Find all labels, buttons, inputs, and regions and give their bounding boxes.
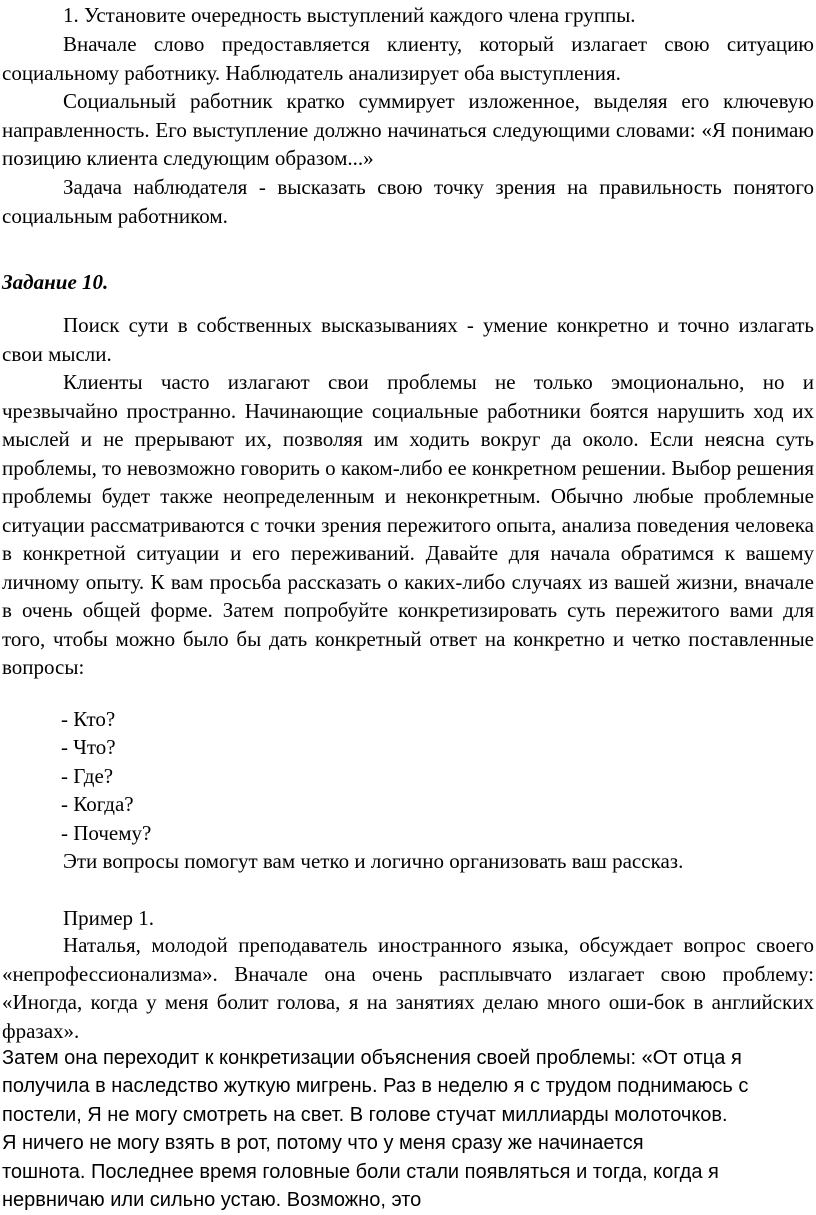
question-item: - Когда? xyxy=(61,792,134,816)
paragraph: Поиск сути в собственных высказываниях - умение конкретно и точно излагать свои мысли. xyxy=(2,313,814,366)
text-line: Затем она переходит к конкретизации объяснения своей проблемы: «От отца я xyxy=(2,1047,742,1069)
text-line: постели, Я не могу смотреть на свет. В голове стучат миллиарды молоточков. xyxy=(2,1104,728,1126)
text-line: тошнота. Последнее время головные боли стали появляться и тогда, когда я xyxy=(2,1161,719,1183)
task-heading: Задание 10. xyxy=(2,270,109,294)
example-label: Пример 1. xyxy=(63,906,155,930)
question-item: - Что? xyxy=(61,735,116,759)
text-line: нервничаю или сильно устаю. Возможно, это xyxy=(2,1189,422,1211)
numbered-item: 1. Установите очередность выступлений каждого члена группы. xyxy=(63,3,636,27)
paragraph: Наталья, молодой преподаватель иностранного языка, обсуждает вопрос своего «непрофессионализма». Вначале она очень расплывчато излагает свою проблему: «Иногда, когда у меня болит голова, я на занятиях делаю много оши-бок в английских фразах». xyxy=(2,933,814,1043)
paragraph: Социальный работник кратко суммирует изложенное, выделяя его ключевую направленность. Его выступление должно начинаться следующими словами: «Я понимаю позицию клиента следующим образом...» xyxy=(2,89,814,170)
paragraph: Задача наблюдателя - высказать свою точку зрения на правильность понятого социальным работником. xyxy=(2,175,814,228)
question-item: - Почему? xyxy=(61,821,152,845)
question-item: - Кто? xyxy=(61,707,116,731)
question-item: - Где? xyxy=(61,764,114,788)
text-line: получила в наследство жуткую мигрень. Раз в неделю я с трудом поднимаюсь с xyxy=(2,1075,749,1097)
paragraph: Вначале слово предоставляется клиенту, который излагает свою ситуацию социальному работнику. Наблюдатель анализирует оба выступления. xyxy=(2,32,814,85)
paragraph: Эти вопросы помогут вам четко и логично организовать ваш рассказ. xyxy=(63,849,684,873)
text-line: Я ничего не могу взять в рот, потому что у меня сразу же начинается xyxy=(2,1132,644,1154)
paragraph: Клиенты часто излагают свои проблемы не только эмоционально, но и чрезвычайно пространно. Начинающие социальные работники боятся нарушить ход их мыслей и не прерывают их, позволяя им ходить вокруг да около. Если неясна суть проблемы, то невозможно говорить о каком-либо ее конкретном решении. Выбор решения проблемы будет также неопределенным и неконкретным. Обычно любые проблемные ситуации рассматриваются с точки зрения пережитого опыта, анализа поведения человека в конкретной ситуации и его переживаний. Давайте для начала обратимся к вашему личному опыту. К вам просьба рассказать о каких-либо случаях из вашей жизни, вначале в очень общей форме. Затем попробуйте конкретизировать суть пережитого вами для того, чтобы можно было бы дать конкретный ответ на конкретно и четко поставленные вопросы: xyxy=(2,370,814,679)
